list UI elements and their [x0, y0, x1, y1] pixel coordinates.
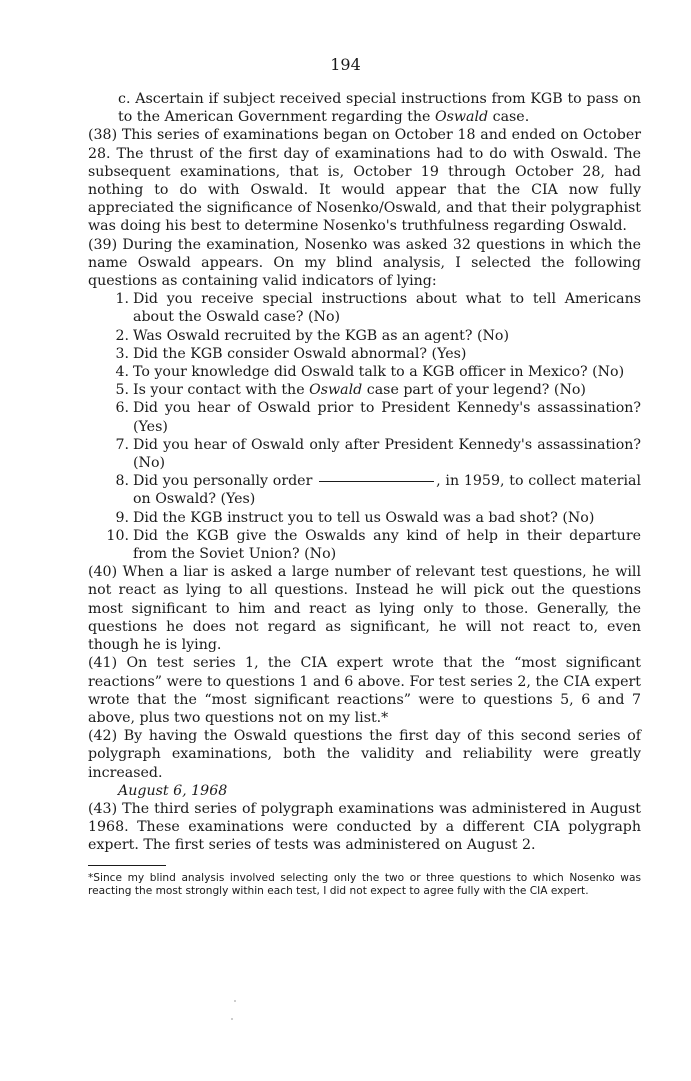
paragraph-39: (39) During the examination, Nosenko was asked 32 questions in which the name Oswald appears. On my blind analysis, I selected the following questions as containing valid indicators of lying: [88, 236, 641, 290]
paragraph-41: (41) On test series 1, the CIA expert wrote that the “most significant reactions” were to questions 1 and 6 above. For test series 2, the CIA expert wrote that the “most significant reactions” were to questions 5, 6 and 7 above, plus two questions not on my list.* [88, 655, 641, 726]
question-list [88, 290, 641, 563]
paragraph-42: (42) By having the Oswald questions the first day of this second series of polygraph examinations, both the validity and reliability were greatly increased. [88, 728, 641, 781]
item-c-text: c. Ascertain if subject received special instructions from KGB to pass on to the American Government regarding the [118, 91, 641, 126]
scan-speck [234, 1000, 236, 1002]
item-c-italic: Oswald [434, 109, 489, 126]
scan-speck [231, 1018, 233, 1020]
list-item: 7. Did you hear of Oswald only after President Kennedy's assassination? (No) [115, 436, 641, 472]
text-column [88, 90, 641, 898]
list-item: 6. Did you hear of Oswald prior to President Kennedy's assassination? (Yes) [115, 400, 641, 435]
item-c [88, 90, 641, 126]
redaction-line [319, 481, 434, 482]
item-c-end: case. [488, 109, 530, 126]
paragraph-38: (38) This series of examinations began on October 18 and ended on October 28. The thrust of the first day of examinations had to do with Oswald. The subsequent examinations, that is, October 19 through October 28, had nothing to do with Oswald. It would appear that the CIA now fully appreciated the significance of Nosenko/Oswald, and that their polygraphist was doing his best to determine Nosenko's truthfulness regarding Oswald. [88, 127, 641, 235]
list-item: 9. Did the KGB instruct you to tell us Oswald was a bad shot? (No) [115, 509, 595, 526]
list-item: 2. Was Oswald recruited by the KGB as an agent? (No) [115, 327, 510, 344]
paragraph-43: (43) The third series of polygraph examinations was administered in August 1968. These examinations were conducted by a different CIA polygraph expert. The first series of tests was administered on August 2. [88, 800, 641, 854]
list-item: 3. Did the KGB consider Oswald abnormal? (Yes) [115, 345, 467, 362]
footnote: *Since my blind analysis involved selecting only the two or three questions to which Nosenko was reacting the most strongly within each test, I did not expect to agree fully with the CIA expert. [88, 871, 641, 897]
list-item: 5. Is your contact with the Oswald case part of your legend? (No) [115, 382, 586, 399]
list-item: 4. To your knowledge did Oswald talk to a KGB officer in Mexico? (No) [115, 364, 625, 381]
paragraph-40: (40) When a liar is asked a large number of relevant test questions, he will not react as lying to all questions. Instead he will pick out the questions most significant to him and react as lying only to those. Generally, the questions he does not regard as significant, he will not react to, even though he is lying. [88, 564, 641, 654]
footnote-divider [88, 865, 166, 866]
section-date: August 6, 1968 [118, 782, 228, 799]
list-item: 10. Did the KGB give the Oswalds any kind of help in their departure from the Soviet Union? (No) [106, 527, 641, 563]
page-number: 194 [330, 55, 361, 74]
list-item: 1. Did you receive special instructions about what to tell Americans about the Oswald case? (No) [115, 291, 641, 326]
list-item: 8. Did you personally order , in 1959, to collect material on Oswald? (Yes) [115, 473, 641, 508]
